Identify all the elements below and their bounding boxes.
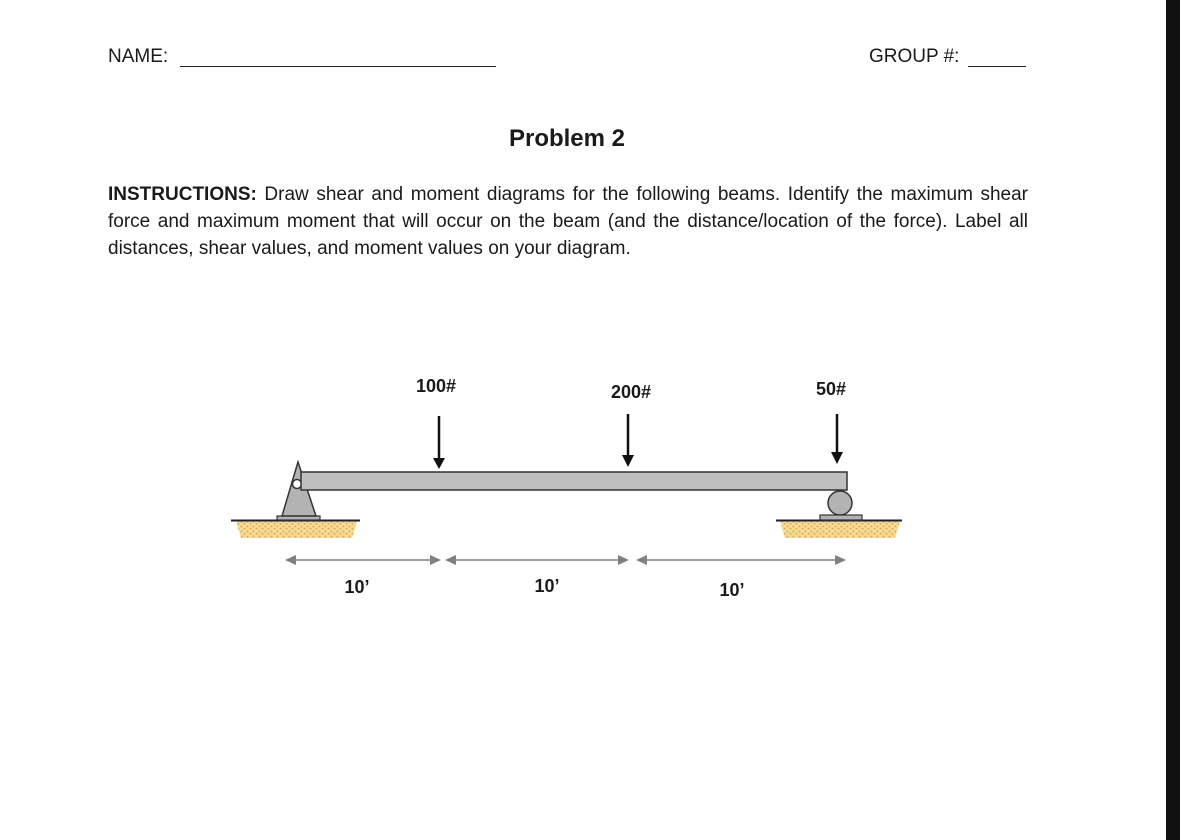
span-label-3: 10’ [719, 580, 745, 600]
pin-hinge-icon [293, 480, 302, 489]
load-arrow-3 [831, 414, 843, 464]
load-label-1: 100# [415, 376, 457, 396]
beam-member [301, 472, 847, 490]
load-label-3: 50# [815, 379, 847, 399]
dimension-line-1 [285, 555, 441, 565]
load-arrow-1 [433, 416, 445, 469]
ground-left [231, 521, 360, 539]
roller-icon [828, 491, 852, 515]
roller-support [820, 491, 862, 520]
instructions-heading: INSTRUCTIONS: [108, 184, 257, 205]
name-label: NAME: [108, 46, 169, 67]
page-title: Problem 2 [508, 125, 626, 152]
load-label-2: 200# [610, 382, 652, 402]
span-label-2: 10’ [534, 576, 560, 596]
dimension-line-2 [445, 555, 629, 565]
ground-right [776, 521, 902, 539]
dimension-line-3 [636, 555, 846, 565]
load-arrow-2 [622, 414, 634, 467]
group-label: GROUP #: [869, 46, 960, 67]
instructions-text: Draw shear and moment diagrams for the following beams. Identify the maximum shear force and maximum moment that will occur on the beam (and the distance/location of the force). Label all distances, shear values, and moment values on your diagram. [108, 184, 1028, 259]
span-label-1: 10’ [344, 577, 370, 597]
pin-support [277, 462, 320, 520]
